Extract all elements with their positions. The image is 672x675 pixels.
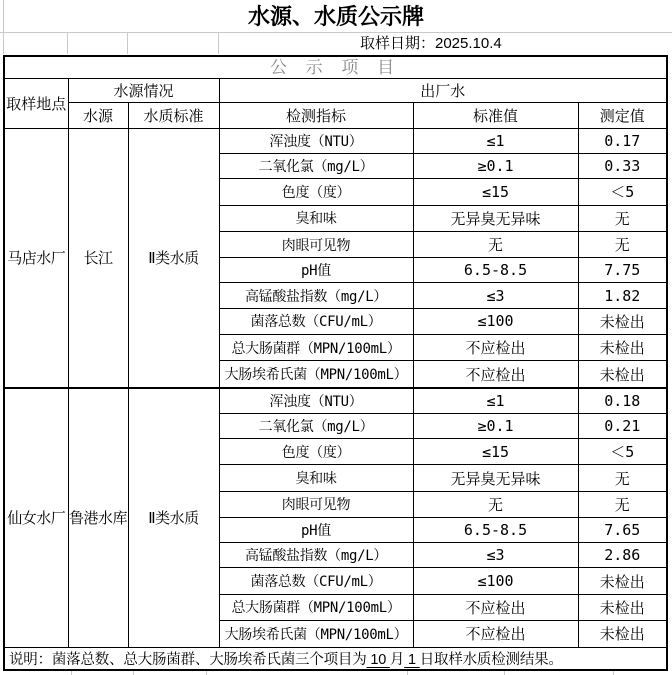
- indicator-cell: 二氧化氯（mg/L）: [219, 413, 413, 438]
- measured-value-cell: 无: [578, 465, 667, 491]
- indicator-cell: 肉眼可见物: [219, 491, 413, 517]
- indicator-cell: 菌落总数（CFU/mL）: [219, 308, 413, 334]
- measured-value-cell: 未检出: [578, 361, 667, 388]
- quality-standard-cell: Ⅱ类水质: [128, 388, 219, 647]
- measured-value-cell: 0.21: [578, 413, 667, 438]
- indicator-cell: pH值: [219, 258, 413, 283]
- header-measured-value: 测定值: [578, 103, 667, 129]
- indicator-cell: 大肠埃希氏菌（MPN/100mL）: [219, 361, 413, 388]
- banner-label: 公 示 项 目: [4, 56, 667, 79]
- standard-value-cell: 不应检出: [413, 594, 578, 620]
- standard-value-cell: 6.5-8.5: [413, 518, 578, 543]
- standard-value-cell: 无异臭无异味: [413, 205, 578, 231]
- header-location: 取样地点: [4, 79, 68, 129]
- standard-value-cell: 无: [413, 491, 578, 517]
- standard-value-cell: ≥0.1: [413, 413, 578, 438]
- note-month: 10: [366, 651, 390, 668]
- water-quality-table: [3, 55, 668, 671]
- measured-value-cell: ＜5: [578, 439, 667, 465]
- indicator-cell: 二氧化氯（mg/L）: [219, 154, 413, 179]
- standard-value-cell: 不应检出: [413, 361, 578, 388]
- standard-value-cell: ≥0.1: [413, 154, 578, 179]
- measured-value-cell: 无: [578, 205, 667, 231]
- quality-standard-cell: Ⅱ类水质: [128, 129, 219, 388]
- header-quality-standard: 水质标准: [128, 103, 219, 129]
- measured-value-cell: 无: [578, 231, 667, 257]
- measured-value-cell: 未检出: [578, 334, 667, 360]
- sampling-date: 取样日期：2025.10.4: [360, 35, 502, 52]
- standard-value-cell: 6.5-8.5: [413, 258, 578, 283]
- measured-value-cell: 未检出: [578, 594, 667, 620]
- standard-value-cell: ≤15: [413, 439, 578, 465]
- indicator-cell: pH值: [219, 518, 413, 543]
- gridline: [0, 32, 672, 33]
- plant-name-cell: 仙女水厂: [4, 388, 68, 647]
- note-month-label: 月: [389, 651, 405, 668]
- indicator-cell: 菌落总数（CFU/mL）: [219, 568, 413, 594]
- indicator-cell: 臭和味: [219, 465, 413, 491]
- header-standard-value: 标准值: [413, 103, 578, 129]
- gridline: [67, 33, 68, 54]
- standard-value-cell: 无: [413, 231, 578, 257]
- measured-value-cell: 未检出: [578, 621, 667, 647]
- header-source-info: 水源情况: [68, 79, 219, 103]
- banner-row: [4, 56, 667, 79]
- gridline: [71, 671, 72, 675]
- standard-value-cell: 不应检出: [413, 621, 578, 647]
- indicator-cell: 肉眼可见物: [219, 231, 413, 257]
- measured-value-cell: 1.82: [578, 283, 667, 308]
- note-suffix: 日取样水质检测结果。: [419, 651, 563, 668]
- standard-value-cell: ≤100: [413, 568, 578, 594]
- standard-value-cell: ≤100: [413, 308, 578, 334]
- gridline: [218, 33, 219, 54]
- standard-value-cell: 不应检出: [413, 334, 578, 360]
- standard-value-cell: ≤3: [413, 543, 578, 568]
- header-source: 水源: [68, 103, 128, 129]
- measured-value-cell: 2.86: [578, 543, 667, 568]
- gridline: [407, 671, 408, 675]
- measured-value-cell: 0.18: [578, 388, 667, 414]
- indicator-cell: 浑浊度（NTU）: [219, 388, 413, 414]
- standard-value-cell: ≤15: [413, 179, 578, 205]
- indicator-cell: 臭和味: [219, 205, 413, 231]
- table-body: [4, 56, 667, 647]
- measured-value-cell: ＜5: [578, 179, 667, 205]
- indicator-cell: 总大肠菌群（MPN/100mL）: [219, 334, 413, 360]
- indicator-cell: 色度（度）: [219, 179, 413, 205]
- measured-value-cell: 7.75: [578, 258, 667, 283]
- note-cell: [4, 647, 667, 670]
- standard-value-cell: ≤1: [413, 388, 578, 414]
- page-title: 水源、水质公示牌: [247, 4, 424, 29]
- standard-value-cell: ≤1: [413, 129, 578, 154]
- measured-value-cell: 未检出: [578, 568, 667, 594]
- measured-value-cell: 0.17: [578, 129, 667, 154]
- indicator-cell: 总大肠菌群（MPN/100mL）: [219, 594, 413, 620]
- gridline: [133, 671, 134, 675]
- gridline: [206, 671, 207, 675]
- gridline: [504, 671, 505, 675]
- indicator-cell: 大肠埃希氏菌（MPN/100mL）: [219, 621, 413, 647]
- note-row: [4, 647, 667, 670]
- indicator-cell: 高锰酸盐指数（mg/L）: [219, 543, 413, 568]
- plant-name-cell: 马店水厂: [4, 129, 68, 388]
- standard-value-cell: 无异臭无异味: [413, 465, 578, 491]
- table-row: [4, 129, 667, 154]
- header-row-1: [4, 79, 667, 103]
- measured-value-cell: 0.33: [578, 154, 667, 179]
- header-indicator: 检测指标: [219, 103, 413, 129]
- indicator-cell: 高锰酸盐指数（mg/L）: [219, 283, 413, 308]
- note-day: 1: [404, 651, 420, 668]
- standard-value-cell: ≤3: [413, 283, 578, 308]
- indicator-cell: 浑浊度（NTU）: [219, 129, 413, 154]
- measured-value-cell: 7.65: [578, 518, 667, 543]
- gridline: [613, 671, 614, 675]
- water-source-cell: 鲁港水库: [68, 388, 128, 647]
- header-factory-water: 出厂水: [219, 79, 667, 103]
- measured-value-cell: 未检出: [578, 308, 667, 334]
- header-row-2: [4, 103, 667, 129]
- gridline: [127, 33, 128, 54]
- indicator-cell: 色度（度）: [219, 439, 413, 465]
- note-prefix: 说明：菌落总数、总大肠菌群、大肠埃希氏菌三个项目为: [9, 651, 367, 668]
- water-source-cell: 长江: [68, 129, 128, 388]
- table-row: [4, 388, 667, 414]
- measured-value-cell: 无: [578, 491, 667, 517]
